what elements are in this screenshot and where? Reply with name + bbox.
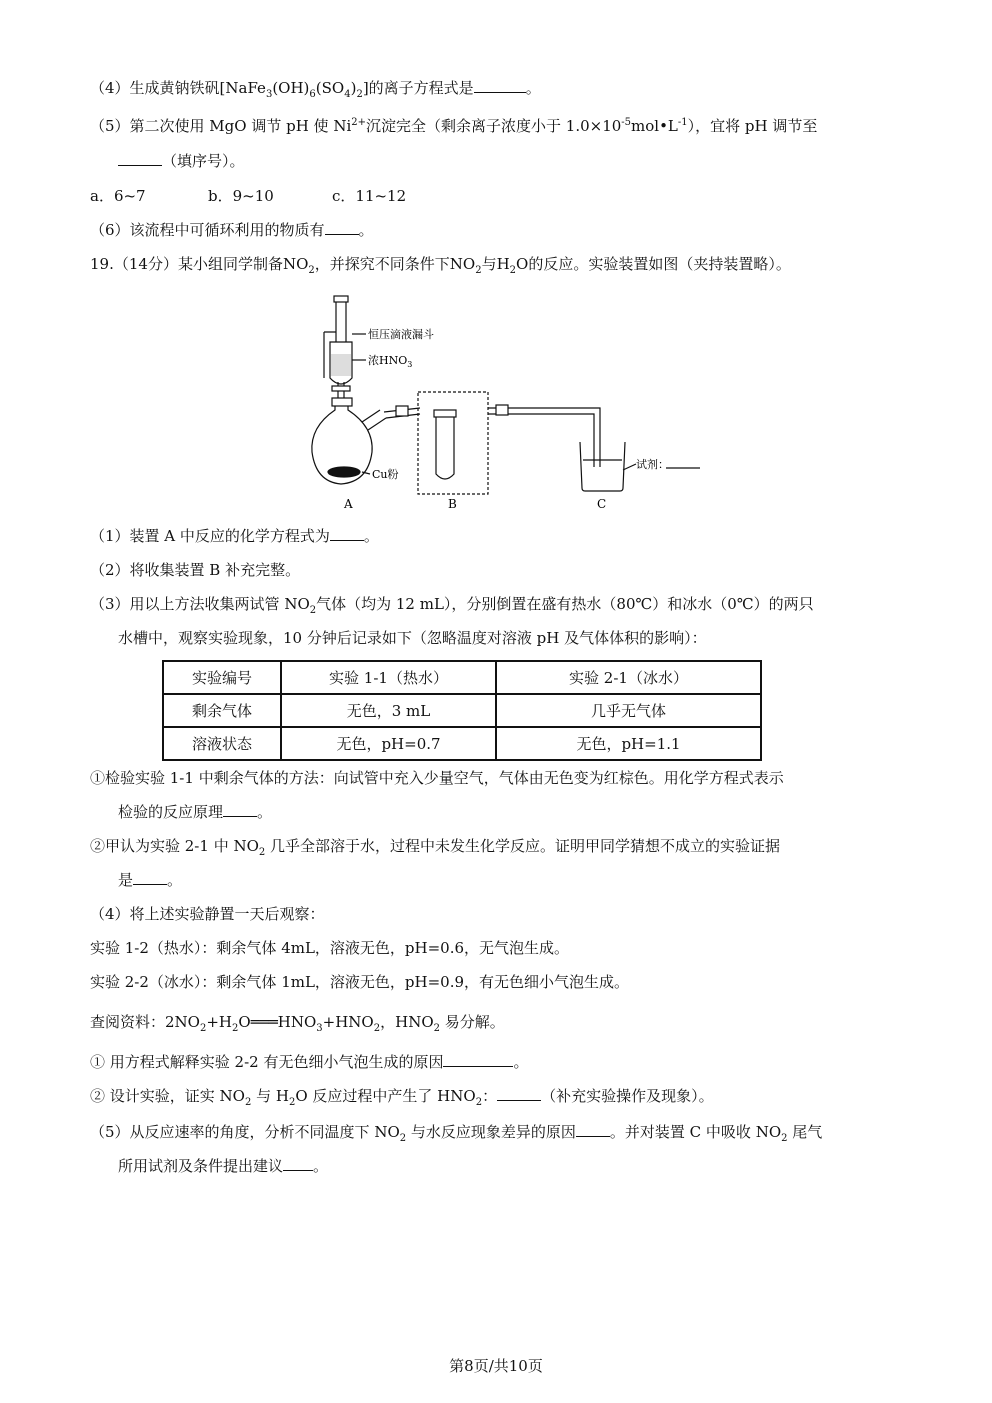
table-cell: 几乎无气体 bbox=[496, 694, 761, 727]
q19-3-2-line2: 是 。 bbox=[118, 871, 183, 889]
q19-4-intro: （4）将上述实验静置一天后观察： bbox=[90, 905, 325, 923]
q19-1-line: （1）装置 A 中反应的化学方程式为 。 bbox=[90, 527, 379, 545]
funnel-stopper bbox=[334, 296, 348, 302]
apparatus-diagram bbox=[300, 292, 720, 517]
table-row bbox=[163, 727, 761, 760]
answer-blank[interactable] bbox=[283, 1156, 313, 1171]
funnel-label: 恒压滴液漏斗 bbox=[368, 328, 434, 341]
answer-blank[interactable] bbox=[576, 1122, 610, 1137]
test-tube-stopper bbox=[434, 410, 456, 417]
funnel-stem bbox=[336, 300, 346, 342]
rubber-joint bbox=[396, 406, 408, 416]
q19-3-line1: （3）用以上方法收集两试管 $NO_2$气体（均为 12 mL），分别倒置在盛有热水（80℃）和冰水（0℃）的两只 bbox=[90, 595, 814, 616]
q19-intro: 19.（14分）某小组同学制备$NO_2$，并探究不同条件下$NO_2$与$H_2O$的反应。实验装置如图（夹持装置略）。 bbox=[90, 255, 791, 276]
q19-4-exp2: 实验 2-2（冰水）：剩余气体 1mL，溶液无色，pH=0.9，有无色细小气泡生成。 bbox=[90, 973, 630, 991]
table-cell: 无色，3 mL bbox=[281, 694, 496, 727]
acid-label: 浓$HNO_3$ bbox=[368, 354, 413, 369]
table-cell: 无色，pH=1.1 bbox=[496, 727, 761, 760]
experiment-table bbox=[162, 660, 762, 761]
answer-blank[interactable] bbox=[118, 151, 162, 166]
q19-3-1-line2: 检验的反应原理 。 bbox=[118, 803, 273, 821]
cu-powder bbox=[328, 467, 360, 477]
box-b bbox=[418, 392, 488, 494]
q19-2-line: （2）将收集装置 B 补充完整。 bbox=[90, 561, 301, 579]
label-b: B bbox=[448, 497, 457, 511]
q19-4-exp1: 实验 1-2（热水）：剩余气体 4mL，溶液无色，pH=0.6，无气泡生成。 bbox=[90, 939, 570, 957]
q19-5-line2: 所用试剂及条件提出建议 。 bbox=[118, 1157, 329, 1175]
table-header-row bbox=[163, 661, 761, 694]
funnel-acid bbox=[331, 354, 351, 376]
answer-blank[interactable] bbox=[443, 1052, 513, 1067]
answer-blank[interactable] bbox=[325, 220, 359, 235]
answer-blank[interactable] bbox=[223, 802, 257, 817]
q18-5-line1: （5）第二次使用 MgO 调节 pH 使 $Ni^{2+}$沉淀完全（剩余离子浓度小于 $1.0\times 10^{-5}mol•L^{-1}$），宜将 pH 调节至 bbox=[90, 117, 818, 135]
table-cell: 无色，pH=0.7 bbox=[281, 727, 496, 760]
table-header-cell: 实验 1-1（热水） bbox=[281, 661, 496, 694]
answer-blank[interactable] bbox=[133, 870, 167, 885]
answer-blank[interactable] bbox=[474, 78, 526, 93]
q19-4-1-line: ① 用方程式解释实验 2-2 有无色细小气泡生成的原因 。 bbox=[90, 1053, 529, 1071]
q19-3-line2: 水槽中，观察实验现象，10 分钟后记录如下（忽略温度对溶液 pH 及气体体积的影响）： bbox=[118, 629, 707, 647]
q19-4-2-line: ② 设计实验，证实 $NO_2$ 与 $H_2O$ 反应过程中产生了 $HNO_2$： （补充实验操作及现象）。 bbox=[90, 1087, 714, 1108]
reference-line: 查阅资料：$2NO_2+H_2O═══HNO_3+HNO_2$，$HNO_2$ 易分解。 bbox=[90, 1013, 505, 1034]
q18-5-line2: （填序号）。 bbox=[118, 151, 245, 171]
reagent-leader-line bbox=[623, 464, 636, 470]
table-header-cell: 实验编号 bbox=[163, 661, 281, 694]
cu-label: Cu粉 bbox=[372, 468, 399, 481]
q18-6-line: （6）该流程中可循环利用的物质有 。 bbox=[90, 221, 374, 239]
label-c: C bbox=[597, 497, 607, 511]
table-header-cell: 实验 2-1（冰水） bbox=[496, 661, 761, 694]
table-cell: 剩余气体 bbox=[163, 694, 281, 727]
q19-3-1-line1: ①检验实验 1-1 中剩余气体的方法：向试管中充入少量空气，气体由无色变为红棕色。用化学方程式表示 bbox=[90, 769, 784, 787]
flask-stopper bbox=[332, 398, 352, 406]
stopcock bbox=[332, 386, 350, 391]
test-tube-b bbox=[436, 417, 454, 479]
answer-blank[interactable] bbox=[330, 526, 364, 541]
page-footer: 第8页/共10页 bbox=[449, 1357, 543, 1375]
beaker-c bbox=[580, 442, 625, 491]
q19-5-line1: （5）从反应速率的角度，分析不同温度下 $NO_2$ 与水反应现象差异的原因 。并对装置 C 中吸收 $NO_2$ 尾气 bbox=[90, 1123, 823, 1144]
table-cell: 溶液状态 bbox=[163, 727, 281, 760]
connecting-tube-bc bbox=[488, 408, 600, 467]
reagent-label: 试剂： bbox=[636, 458, 669, 471]
table-row bbox=[163, 694, 761, 727]
q19-3-2-line1: ②甲认为实验 2-1 中 $NO_2$ 几乎全部溶于水，过程中未发生化学反应。证明甲同学猜想不成立的实验证据 bbox=[90, 837, 781, 858]
answer-blank[interactable] bbox=[497, 1086, 541, 1101]
rubber-joint-2 bbox=[496, 405, 508, 415]
label-a: A bbox=[344, 497, 353, 511]
q18-4-line: （4）生成黄钠铁矾$[NaFe_3(OH)_6(SO_4)_2]$的离子方程式是 。 bbox=[90, 79, 541, 100]
q18-5-options: a．6~7 b．9~10 c．11~12 bbox=[90, 187, 407, 205]
